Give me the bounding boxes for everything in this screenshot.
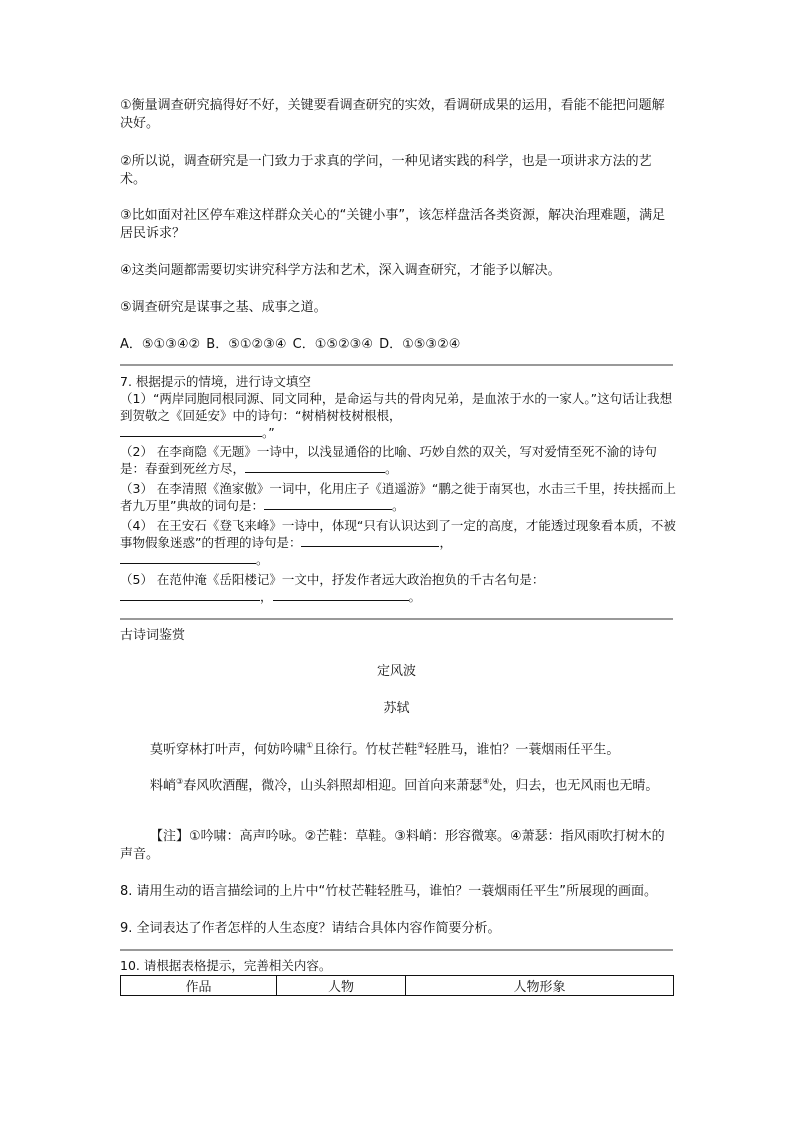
footnote-mark: ③ <box>176 777 184 786</box>
poem-text: 轻胜马，谁怕？一蓑烟雨任平生。 <box>424 742 620 758</box>
sentence-2: ②所以说，调查研究是一门致力于求真的学问，一种见诸实践的科学，也是一项讲求方法的艺术。 <box>120 154 652 187</box>
poem-text: 料峭 <box>150 778 177 794</box>
poem-author: 苏轼 <box>383 701 410 716</box>
sentence-4: ④这类问题都需要切实讲究科学方法和艺术，深入调查研究，才能予以解决。 <box>120 263 561 278</box>
item-5-comma: ， <box>260 589 273 604</box>
sentence-5: ⑤调查研究是谋事之基、成事之道。 <box>120 300 327 315</box>
item-3-end: 。 <box>391 498 405 513</box>
answer-options: A．⑤①③④② B．⑤①②③④ C．①⑤②③④ D．①⑤③②④ <box>120 337 461 352</box>
question-7-item-1 <box>120 390 676 441</box>
poem-notes: 【注】①吟啸：高声吟咏。②芒鞋：草鞋。③料峭：形容微寒。④萧瑟：指风雨吹打树木的声音。 <box>120 829 665 862</box>
question-8: 8. 请用生动的语言描绘词的上片中“竹杖芒鞋轻胜马，谁怕？一蓑烟雨任平生”所展现的画面。 <box>120 884 658 899</box>
item-4-comma: ， <box>439 535 452 550</box>
item-1-text: （1）“两岸同胞同根同源、同文同种，是命运与共的骨肉兄弟，是血浓于水的一家人。”这句话让我想到贺敬之《回延安》中的诗句：“树梢树枝树根根， <box>120 391 673 423</box>
question-7-item-2 <box>120 443 676 477</box>
answer-blank[interactable] <box>120 424 262 437</box>
poem-title: 定风波 <box>376 664 416 679</box>
footnote-mark: ② <box>417 741 425 750</box>
item-2-end: 。 <box>385 461 398 476</box>
question-7-item-4 <box>120 517 676 568</box>
item-1-end: 。” <box>262 425 275 440</box>
section-heading: 古诗词鉴赏 <box>120 628 186 643</box>
answer-blank[interactable] <box>264 497 392 510</box>
question-10: 10. 请根据表格提示，完善相关内容。 <box>120 958 332 973</box>
poem-text: 且徐行。竹杖芒鞋 <box>313 742 418 758</box>
character-table <box>120 975 674 996</box>
table-header-row <box>121 976 674 996</box>
question-7-item-3 <box>120 480 676 514</box>
table-header-character: 人物 <box>277 976 406 996</box>
table-header-image: 人物形象 <box>406 976 674 996</box>
item-4-end: 。 <box>256 552 269 567</box>
answer-blank[interactable] <box>273 588 409 601</box>
answer-blank[interactable] <box>120 551 256 564</box>
poem-line-2 <box>120 773 676 795</box>
poem-text: 处，归去，也无风雨也无晴。 <box>489 778 659 794</box>
question-9: 9. 全词表达了作者怎样的人生态度？请结合具体内容作简要分析。 <box>120 921 501 936</box>
footnote-mark: ① <box>306 741 314 750</box>
answer-blank[interactable] <box>301 534 439 547</box>
sentence-3: ③比如面对社区停车难这样群众关心的“关键小事”，该怎样盘活各类资源，解决治理难题，满足居民诉求？ <box>120 208 666 241</box>
item-5-text: （5） 在范仲淹《岳阳楼记》一文中，抒发作者远大政治抱负的千古名句是： <box>120 572 545 587</box>
sentence-1: ①衡量调查研究搞得好不好，关键要看调查研究的实效，看调研成果的运用，看能不能把问题解决好。 <box>120 98 665 131</box>
divider <box>120 949 673 951</box>
item-5-end: 。 <box>408 589 422 604</box>
item-4-text: （4） 在王安石《登飞来峰》一诗中，体现“只有认识达到了一定的高度，才能透过现象看本质，不被事物假象迷惑”的哲理的诗句是： <box>120 518 676 550</box>
question-7-title: 7. 根据提示的情境，进行诗文填空 <box>120 374 311 389</box>
poem-text: 春风吹酒醒，微冷，山头斜照却相迎。回首向来萧瑟 <box>183 778 483 794</box>
item-2-text: （2） 在李商隐《无题》一诗中，以浅显通俗的比喻、巧妙自然的双关，写对爱情至死不渝的诗句是：春蚕到死丝方尽， <box>120 444 657 476</box>
table-header-work: 作品 <box>121 976 277 996</box>
poem-line-1 <box>120 737 676 759</box>
divider <box>120 618 673 620</box>
question-7-item-5 <box>120 571 676 605</box>
footnote-mark: ④ <box>482 777 490 786</box>
item-3-text: （3） 在李清照《渔家傲》一词中，化用庄子《逍遥游》“鹏之徙于南冥也，水击三千里，抟扶摇而上者九万里”典故的词句是： <box>120 481 676 513</box>
divider <box>120 364 673 366</box>
poem-text: 莫听穿林打叶声，何妨吟啸 <box>150 742 307 758</box>
answer-blank[interactable] <box>120 588 260 601</box>
answer-blank[interactable] <box>245 460 385 473</box>
